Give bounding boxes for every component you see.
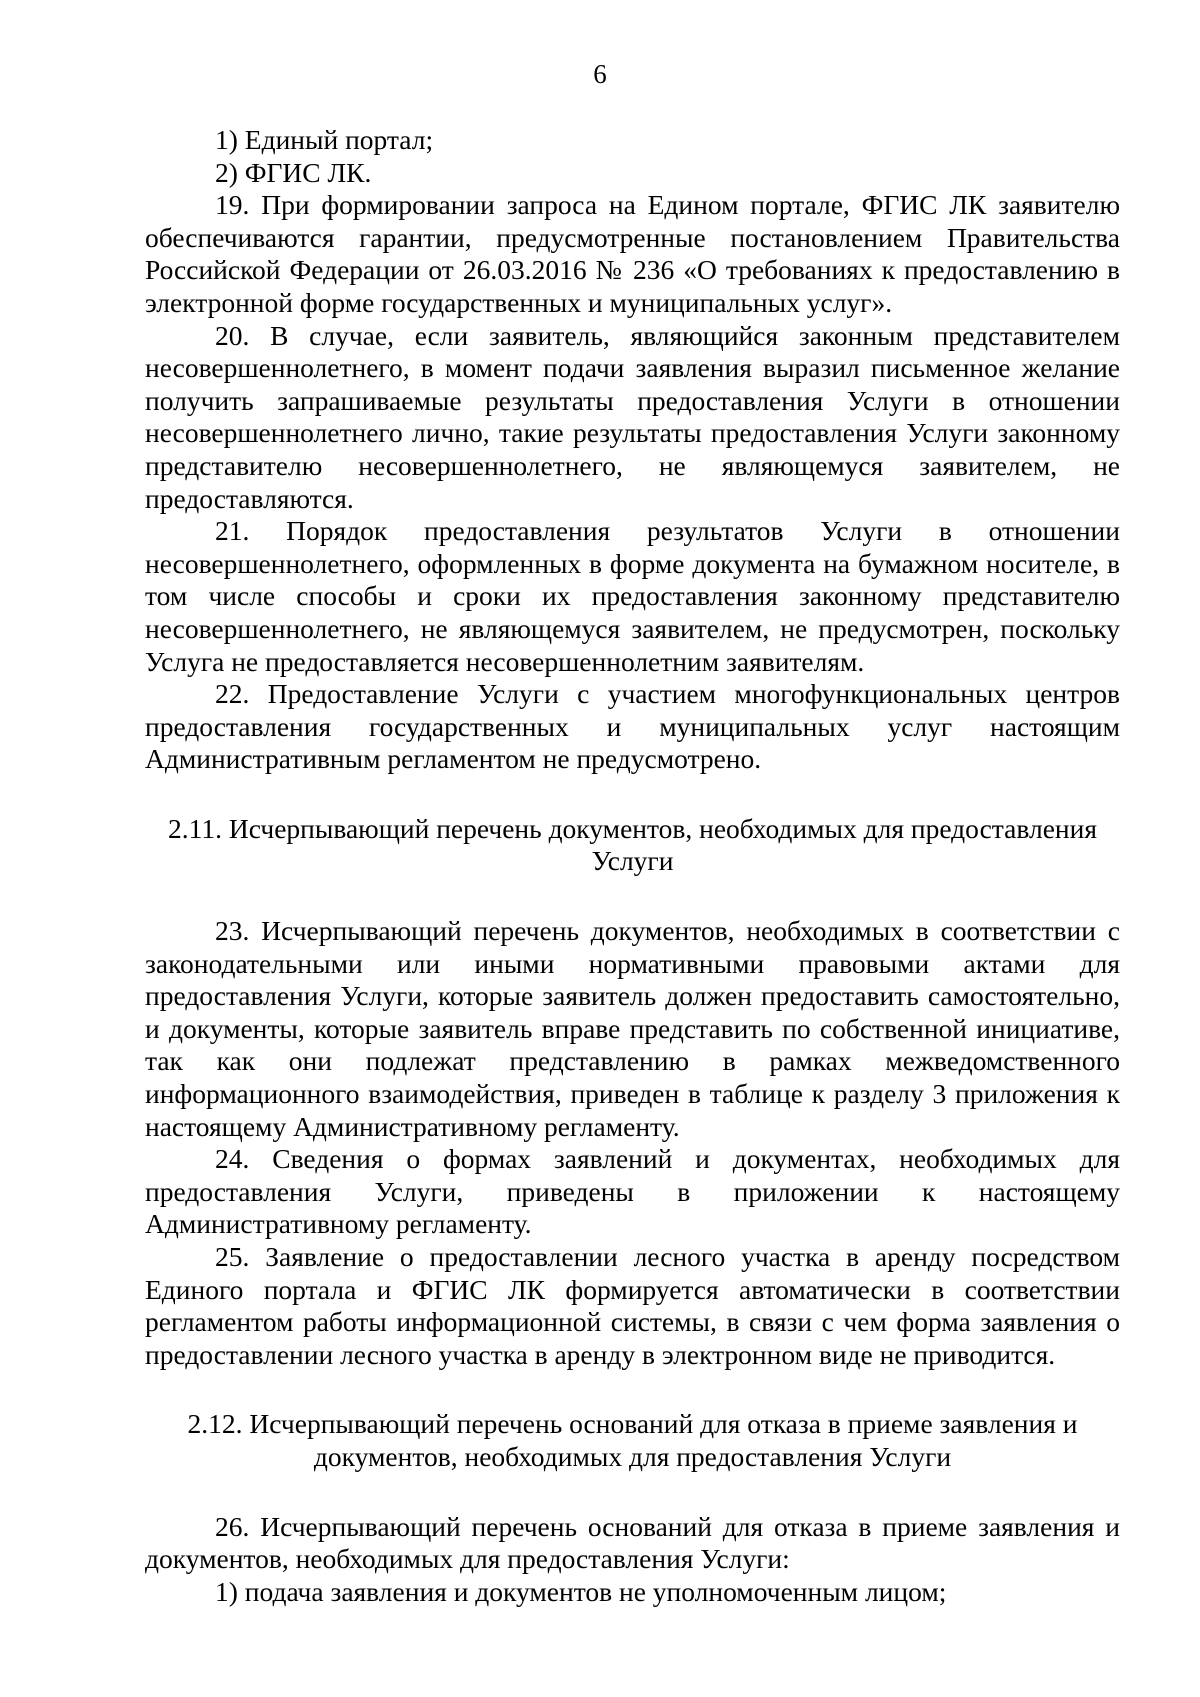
list-item-1: 1) Единый портал; xyxy=(215,124,434,155)
paragraph-23: 23. Исчерпывающий перечень документов, необходимых в соответствии с законодательными или иными нормативными правовыми актами для предоставления Услуги, которые заявитель должен предоставить самостоятельно, и документы, которые заявитель вправе представить по собственной инициативе, так как они подлежат представлению в рамках межведомственного информационного взаимодействия, приведен в таблице к разделу 3 приложения к настоящему Административному регламенту. xyxy=(145,915,1120,1142)
page-number: 6 xyxy=(593,59,607,89)
document-body xyxy=(145,124,1120,1608)
list-item-26-1: 1) подача заявления и документов не уполномоченным лицом; xyxy=(215,1575,947,1607)
paragraph-19: 19. При формировании запроса на Едином портале, ФГИС ЛК заявителю обеспечиваются гарантии, предусмотренные постановлением Правительства Российской Федерации от 26.03.2016 № 236 «О требованиях к предоставлению в электронной форме государственных и муниципальных услуг». xyxy=(145,189,1120,318)
paragraph-20: 20. В случае, если заявитель, являющийся законным представителем несовершеннолетнего, в момент подачи заявления выразил письменное желание получить запрашиваемые результаты предоставления Услуги в отношении несовершеннолетнего лично, такие результаты предоставления Услуги законному представителю несовершеннолетнего, не являющемуся заявителем, не предоставляются. xyxy=(145,319,1120,514)
paragraph-25: 25. Заявление о предоставлении лесного участка в аренду посредством Единого портала и ФГИС ЛК формируется автоматически в соответствии регламентом работы информационной системы, в связи с чем форма заявления о предоставлении лесного участка в аренду в электронном виде не приводится. xyxy=(145,1241,1120,1370)
paragraph-24: 24. Сведения о формах заявлений и документах, необходимых для предоставления Услуги, приведены в приложении к настоящему Административному регламенту. xyxy=(145,1143,1120,1240)
paragraph-21: 21. Порядок предоставления результатов Услуги в отношении несовершеннолетнего, оформленных в форме документа на бумажном носителе, в том числе способы и сроки их предоставления законному представителю несовершеннолетнего, не являющемуся заявителем, не предусмотрен, поскольку Услуга не предоставляется несовершеннолетним заявителям. xyxy=(145,515,1120,677)
section-heading-2-11: 2.11. Исчерпывающий перечень документов, необходимых для предоставления Услуги xyxy=(168,812,1097,877)
list-item-2: 2) ФГИС ЛК. xyxy=(215,156,372,188)
section-heading-2-12: 2.12. Исчерпывающий перечень оснований для отказа в приеме заявления и документов, необходимых для предоставления Услуги xyxy=(187,1408,1078,1472)
paragraph-26: 26. Исчерпывающий перечень оснований для отказа в приеме заявления и документов, необходимых для предоставления Услуги: xyxy=(145,1510,1120,1575)
paragraph-22: 22. Предоставление Услуги с участием многофункциональных центров предоставления государственных и муниципальных услуг настоящим Административным регламентом не предусмотрено. xyxy=(145,678,1120,775)
